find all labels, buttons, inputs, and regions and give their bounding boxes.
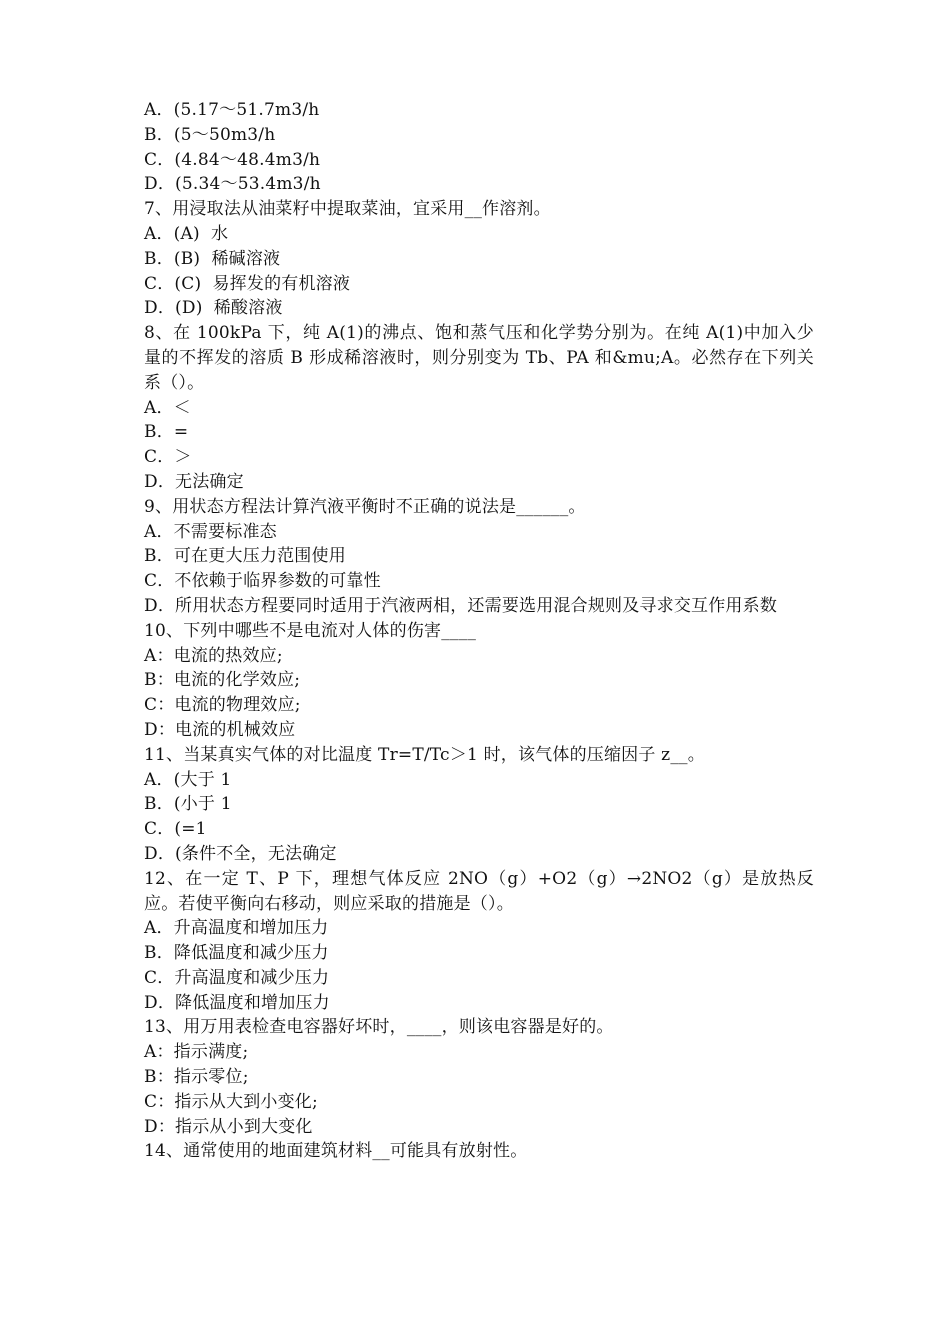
answer-option: B．降低温度和减少压力: [144, 943, 329, 964]
answer-option: A．升高温度和增加压力: [144, 918, 329, 939]
answer-option: A：指示满度;: [144, 1042, 249, 1063]
question-text: 9、用状态方程法计算汽液平衡时不正确的说法是______。: [144, 496, 586, 517]
answer-option: A．不需要标准态: [144, 521, 277, 542]
answer-option: A．(5.17～51.7m3/h: [144, 100, 320, 120]
answer-option: A：电流的热效应;: [144, 645, 283, 666]
answer-option: C．不依赖于临界参数的可靠性: [144, 571, 381, 592]
answer-option: B．=: [144, 422, 189, 443]
answer-option: D．所用状态方程要同时适用于汽液两相，还需要选用混合规则及寻求交互作用系数: [144, 595, 778, 616]
question-text: 10、下列中哪些不是电流对人体的伤害____: [144, 620, 477, 641]
document-page: [144, 98, 814, 1164]
answer-option: D．(5.34～53.4m3/h: [144, 174, 321, 195]
question-text: 7、用浸取法从油菜籽中提取菜油，宜采用__作溶剂。: [144, 199, 551, 220]
question-text: 11、当某真实气体的对比温度 Tr=T/Tc＞1 时，该气体的压缩因子 z__。: [144, 744, 705, 765]
question-text: 14、通常使用的地面建筑材料__可能具有放射性。: [144, 1141, 528, 1162]
answer-option: B．(小于 1: [144, 794, 232, 815]
question-text: 13、用万用表检查电容器好坏时，____，则该电容器是好的。: [144, 1017, 614, 1038]
answer-option: D．(D) 稀酸溶液: [144, 298, 283, 319]
answer-option: A．(A) 水: [144, 223, 229, 244]
answer-option: D．(条件不全，无法确定: [144, 843, 337, 864]
answer-option: B．(5～50m3/h: [144, 124, 276, 145]
answer-option: B．(B) 稀碱溶液: [144, 248, 281, 269]
answer-option: C：指示从大到小变化;: [144, 1091, 318, 1112]
answer-option: D：指示从小到大变化: [144, 1116, 313, 1137]
answer-option: C．(4.84～48.4m3/h: [144, 149, 321, 170]
answer-option: D：电流的机械效应: [144, 719, 296, 740]
answer-option: C．＞: [144, 447, 192, 468]
answer-option: B：电流的化学效应;: [144, 670, 301, 691]
answer-option: A．＜: [144, 397, 191, 418]
answer-option: D．无法确定: [144, 471, 244, 492]
answer-option: C．升高温度和减少压力: [144, 967, 330, 988]
answer-option: D．降低温度和增加压力: [144, 992, 330, 1013]
question-text: 12、在一定 T、P 下，理想气体反应 2NO（g）+O2（g）→2NO2（g）是放热反应。若使平衡向右移动，则应采取的措施是（）。: [144, 868, 814, 914]
answer-option: C．(C) 易挥发的有机溶液: [144, 273, 351, 294]
question-text: 8、在 100kPa 下，纯 A(1)的沸点、饱和蒸气压和化学势分别为。在纯 A(1)中加入少量的不挥发的溶质 B 形成稀溶液时，则分别变为 Tb、PA 和&mu;A。必然存在下列关系（）。: [144, 323, 814, 393]
answer-option: B：指示零位;: [144, 1067, 249, 1088]
answer-option: B．可在更大压力范围使用: [144, 546, 346, 567]
answer-option: C．(=1: [144, 819, 207, 840]
answer-option: A．(大于 1: [144, 769, 232, 790]
answer-option: C：电流的物理效应;: [144, 695, 301, 716]
